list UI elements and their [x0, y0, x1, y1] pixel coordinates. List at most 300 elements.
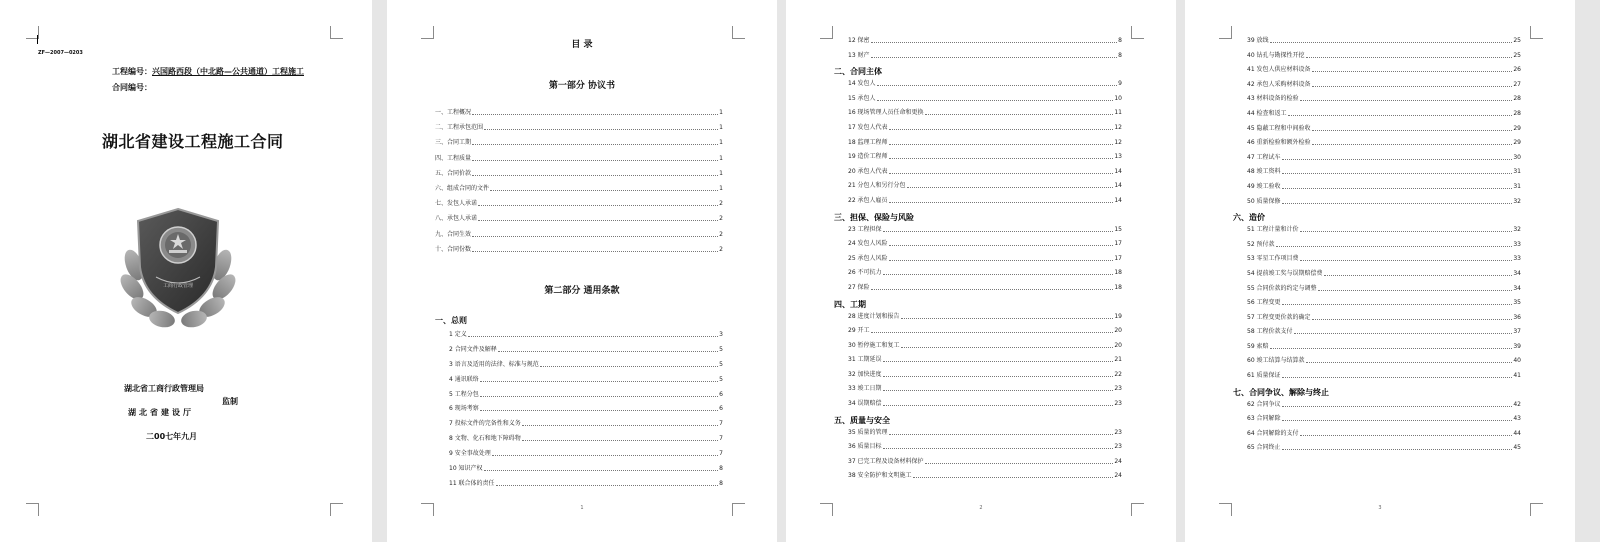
dot-leader	[472, 160, 718, 161]
toc-entry-page: 34	[1513, 269, 1521, 277]
dot-leader	[1318, 290, 1513, 291]
toc-entry[interactable]	[1233, 300, 1521, 306]
dot-leader	[901, 318, 1114, 319]
dot-leader	[1324, 275, 1513, 276]
toc-entry-label: 8 文物、化石和地下障碍物	[449, 435, 521, 443]
emblem-icon	[120, 205, 236, 329]
toc-entry-page: 1	[719, 109, 723, 116]
section-heading: 二、合同主体	[834, 67, 882, 77]
toc-entry[interactable]	[1233, 344, 1521, 350]
toc-entry-page: 23	[1114, 400, 1122, 408]
dot-leader	[490, 190, 718, 191]
toc-entry[interactable]	[834, 125, 1122, 131]
toc-entry-label: 四、工程质量	[435, 154, 472, 162]
dot-leader	[1294, 333, 1513, 334]
dot-leader	[883, 274, 1114, 275]
toc-entry[interactable]	[834, 343, 1122, 349]
text-cursor	[37, 35, 38, 44]
dot-leader	[889, 173, 1114, 174]
page-toc-2	[786, 0, 1176, 542]
toc-entry[interactable]	[449, 362, 723, 368]
dot-leader	[1312, 144, 1513, 145]
toc-entry-page: 30	[1513, 153, 1521, 161]
toc-entry-label: 40 钻孔与勘探性开挖	[1247, 51, 1305, 59]
toc-entry[interactable]	[834, 140, 1122, 146]
toc-entry-page: 31	[1513, 182, 1521, 190]
toc-entry-label: 五、合同价款	[435, 169, 472, 177]
toc-entry[interactable]	[1233, 256, 1521, 262]
toc-entry-label: 三、合同工期	[435, 139, 472, 147]
toc-entry-label: 十、合同份数	[435, 245, 472, 253]
toc-entry-page: 2	[719, 230, 723, 238]
toc-entry[interactable]	[1233, 38, 1521, 44]
dot-leader	[1300, 100, 1513, 101]
toc-entry-page: 14	[1114, 196, 1122, 204]
toc-entry-label: 54 提前竣工奖与误期赔偿费	[1247, 269, 1323, 277]
toc-entry-page: 42	[1513, 400, 1521, 408]
crop-mark	[820, 26, 833, 39]
toc-entry-page: 6	[719, 390, 723, 398]
toc-entry[interactable]	[1233, 184, 1521, 190]
toc-entry[interactable]	[449, 466, 723, 472]
toc-entry-label: 34 误期赔偿	[848, 400, 882, 408]
toc-entry[interactable]	[1233, 67, 1521, 73]
toc-entry-page: 11	[1114, 109, 1122, 117]
toc-entry[interactable]	[834, 401, 1122, 407]
toc-entry-label: 一、工程概况	[435, 109, 472, 116]
toc-entry[interactable]	[449, 332, 723, 338]
toc-entry[interactable]	[834, 241, 1122, 247]
toc-entry-label: 30 暂停施工和复工	[848, 341, 900, 349]
toc-entry-page: 8	[1118, 37, 1122, 44]
dot-leader	[871, 289, 1114, 290]
dot-leader	[1282, 304, 1513, 305]
toc-entry[interactable]	[1233, 271, 1521, 277]
dot-leader	[480, 410, 718, 411]
toc-entry-label: 20 承包人代表	[848, 167, 888, 175]
dot-leader	[1300, 435, 1513, 436]
dot-leader	[1270, 348, 1513, 349]
toc-entry-page: 32	[1513, 226, 1521, 234]
toc-entry[interactable]	[1233, 169, 1521, 175]
toc-entry[interactable]	[1233, 155, 1521, 161]
toc-entry-label: 7 投标文件的完备性和义务	[449, 420, 521, 428]
toc-entry-label: 43 材料设备的检验	[1247, 95, 1299, 103]
toc-entry-label: 25 承包人风险	[848, 254, 888, 262]
toc-entry-page: 40	[1513, 357, 1521, 365]
dot-leader	[1282, 188, 1513, 189]
page-cover	[0, 0, 372, 542]
toc-entry-label: 64 合同解除的支付	[1247, 429, 1299, 437]
toc-entry-label: 26 不可抗力	[848, 269, 882, 277]
toc-entry-label: 27 保险	[848, 283, 870, 291]
crop-mark	[1530, 26, 1543, 39]
toc-entry-page: 2	[719, 200, 723, 208]
toc-entry-page: 5	[719, 375, 723, 383]
toc-entry-page: 14	[1114, 167, 1122, 175]
dot-leader	[925, 114, 1114, 115]
dot-leader	[877, 100, 1114, 101]
section-heading: 三、担保、保险与风险	[834, 212, 914, 222]
dot-leader	[498, 351, 718, 352]
issuer-primary: 湖北省工商行政管理局	[124, 384, 204, 393]
toc-entry-label: 14 发包人	[848, 80, 876, 88]
toc-entry[interactable]	[834, 285, 1122, 291]
toc-entry[interactable]	[834, 154, 1122, 160]
toc-entry[interactable]	[435, 140, 723, 146]
toc-entry[interactable]	[834, 96, 1122, 102]
toc-entry[interactable]	[435, 110, 723, 116]
toc-entry[interactable]	[449, 451, 723, 457]
dot-leader	[889, 260, 1114, 261]
toc-entry[interactable]	[449, 406, 723, 412]
dot-leader	[883, 361, 1114, 362]
toc-entry[interactable]	[1233, 431, 1521, 437]
toc-entry[interactable]	[449, 392, 723, 398]
toc-entry-label: 1 定义	[449, 331, 467, 338]
toc-entry-page: 27	[1513, 80, 1521, 88]
toc-entry[interactable]	[1233, 53, 1521, 59]
toc-entry[interactable]	[1233, 315, 1521, 321]
toc-entry-label: 50 质量保修	[1247, 197, 1281, 205]
toc-entry-page: 3	[719, 331, 723, 338]
dot-leader	[522, 440, 718, 441]
toc-entry-label: 2 合同文件及解释	[449, 345, 497, 353]
toc-entry-label: 41 发包人供应材料设备	[1247, 66, 1311, 74]
toc-entry-page: 10	[1114, 94, 1122, 102]
dot-leader	[1312, 319, 1513, 320]
dot-leader	[901, 347, 1114, 348]
part2-title: 第二部分 通用条款	[544, 286, 620, 296]
toc-entry-page: 39	[1513, 342, 1521, 350]
toc-entry-label: 63 合同解除	[1247, 415, 1281, 423]
toc-entry-label: 11 联合体的责任	[449, 479, 495, 487]
issuer-secondary: 湖北省建设厅	[128, 408, 194, 417]
section-heading: 五、质量与安全	[834, 415, 890, 425]
toc-entry[interactable]	[435, 216, 723, 222]
toc-entry-label: 46 重新检验和额外检验	[1247, 139, 1311, 147]
toc-entry-page: 33	[1513, 240, 1521, 248]
dot-leader	[1288, 115, 1513, 116]
dot-leader	[522, 425, 718, 426]
toc-entry-label: 9 安全事故处理	[449, 450, 491, 458]
toc-entry-page: 7	[719, 450, 723, 458]
page-number: 2	[979, 505, 983, 511]
toc-entry[interactable]	[834, 53, 1122, 59]
toc-entry-page: 26	[1513, 66, 1521, 74]
toc-entry-label: 二、工程承包范围	[435, 124, 484, 132]
dot-leader	[907, 187, 1114, 188]
toc-entry[interactable]	[449, 377, 723, 383]
dot-leader	[540, 366, 718, 367]
supervise-label: 监制	[222, 397, 238, 406]
toc-entry-label: 15 承包人	[848, 94, 876, 102]
toc-entry[interactable]	[1233, 445, 1521, 451]
crop-mark	[330, 503, 343, 516]
toc-entry[interactable]	[435, 156, 723, 162]
dot-leader	[889, 144, 1114, 145]
toc-entry-label: 48 竣工资料	[1247, 168, 1281, 176]
toc-entry[interactable]	[1233, 402, 1521, 408]
toc-entry-page: 35	[1513, 299, 1521, 307]
dot-leader	[1282, 420, 1513, 421]
toc-entry-page: 34	[1513, 284, 1521, 292]
toc-entry-label: 28 进度计划和报告	[848, 312, 900, 320]
toc-entry[interactable]	[1233, 242, 1521, 248]
crop-mark	[1219, 26, 1232, 39]
page-number: 3	[1378, 505, 1382, 511]
toc-title: 目 录	[571, 40, 593, 50]
toc-entry[interactable]	[1233, 416, 1521, 422]
toc-entry[interactable]	[449, 421, 723, 427]
toc-entry-label: 18 监理工程师	[848, 138, 888, 146]
toc-entry-page: 23	[1114, 443, 1122, 451]
toc-entry-label: 65 合同终止	[1247, 444, 1281, 452]
dot-leader	[889, 158, 1114, 159]
dot-leader	[883, 390, 1114, 391]
toc-entry[interactable]	[834, 169, 1122, 175]
toc-entry-page: 33	[1513, 255, 1521, 263]
toc-entry-label: 62 合同争议	[1247, 400, 1281, 408]
crop-mark	[26, 503, 39, 516]
dot-leader	[478, 220, 718, 221]
toc-entry[interactable]	[1233, 82, 1521, 88]
toc-entry-label: 八、承包人承诺	[435, 215, 478, 223]
toc-entry[interactable]	[1233, 140, 1521, 146]
toc-entry-label: 36 质量目标	[848, 443, 882, 451]
toc-entry-label: 31 工期延误	[848, 356, 882, 364]
toc-entry[interactable]	[435, 232, 723, 238]
dot-leader	[871, 332, 1114, 333]
toc-entry-page: 24	[1114, 457, 1122, 465]
dot-leader	[1282, 203, 1513, 204]
toc-entry-label: 九、合同生效	[435, 230, 472, 238]
dot-leader	[871, 42, 1118, 43]
toc-entry-page: 8	[719, 465, 723, 473]
toc-entry-label: 58 工程价款支付	[1247, 328, 1293, 336]
toc-entry[interactable]	[1233, 126, 1521, 132]
toc-entry[interactable]	[435, 171, 723, 177]
toc-entry[interactable]	[435, 201, 723, 207]
toc-entry-page: 41	[1513, 372, 1521, 380]
toc-entry[interactable]	[834, 430, 1122, 436]
dot-leader	[1306, 57, 1513, 58]
dot-leader	[1282, 449, 1513, 450]
page-number: 1	[580, 505, 584, 511]
toc-entry-label: 七、发包人承诺	[435, 200, 478, 208]
toc-entry-page: 15	[1114, 225, 1122, 233]
dot-leader	[883, 405, 1114, 406]
dot-leader	[871, 57, 1118, 58]
toc-entry-label: 6 现场考察	[449, 405, 479, 413]
toc-entry[interactable]	[834, 328, 1122, 334]
toc-entry-label: 44 检查和返工	[1247, 109, 1287, 117]
toc-entry[interactable]	[834, 459, 1122, 465]
toc-entry[interactable]	[1233, 199, 1521, 205]
toc-entry-label: 49 竣工验收	[1247, 182, 1281, 190]
toc-entry-page: 19	[1114, 312, 1122, 320]
toc-entry-page: 1	[719, 184, 723, 192]
toc-entry-label: 33 竣工日期	[848, 385, 882, 393]
toc-entry-label: 47 工程试车	[1247, 153, 1281, 161]
toc-entry[interactable]	[834, 357, 1122, 363]
toc-entry-label: 57 工程变更价款的确定	[1247, 313, 1311, 321]
dot-leader	[889, 245, 1114, 246]
dot-leader	[492, 455, 718, 456]
dot-leader	[480, 381, 718, 382]
toc-entry-page: 12	[1114, 138, 1122, 146]
toc-entry-label: 3 语言及适用的法律、标准与规范	[449, 360, 539, 368]
toc-entry[interactable]	[834, 183, 1122, 189]
document-number: ZF—2007—0203	[38, 50, 83, 56]
toc-entry-page: 2	[719, 215, 723, 223]
toc-entry[interactable]	[834, 473, 1122, 479]
dot-leader	[478, 205, 718, 206]
project-number	[112, 66, 304, 77]
section-heading: 四、工期	[834, 299, 866, 309]
toc-entry-page: 24	[1114, 472, 1122, 480]
toc-entry-page: 17	[1114, 254, 1122, 262]
toc-entry[interactable]	[435, 125, 723, 131]
dot-leader	[484, 470, 719, 471]
toc-entry-page: 28	[1513, 109, 1521, 117]
toc-entry-page: 5	[719, 360, 723, 368]
toc-entry-label: 4 通讯联络	[449, 375, 479, 383]
toc-entry-page: 12	[1114, 123, 1122, 131]
toc-entry[interactable]	[1233, 286, 1521, 292]
toc-entry-label: 17 发包人代表	[848, 123, 888, 131]
dot-leader	[480, 396, 718, 397]
toc-entry-label: 56 工程变更	[1247, 299, 1281, 307]
toc-entry-label: 59 索赔	[1247, 342, 1269, 350]
toc-entry-page: 7	[719, 420, 723, 428]
dot-leader	[1276, 246, 1513, 247]
part1-title: 第一部分 协议书	[548, 81, 616, 91]
toc-entry-label: 10 知识产权	[449, 465, 483, 473]
toc-entry-label: 45 隐蔽工程和中间验收	[1247, 124, 1311, 132]
crop-mark	[330, 26, 343, 39]
toc-entry-label: 13 财产	[848, 51, 870, 59]
toc-entry[interactable]	[449, 481, 723, 487]
toc-entry-page: 1	[719, 169, 723, 177]
toc-entry-page: 31	[1513, 168, 1521, 176]
dot-leader	[883, 448, 1114, 449]
toc-entry[interactable]	[1233, 358, 1521, 364]
dot-leader	[889, 129, 1114, 130]
toc-entry-page: 28	[1513, 95, 1521, 103]
toc-entry[interactable]	[834, 227, 1122, 233]
dot-leader	[1306, 362, 1513, 363]
toc-entry[interactable]	[1233, 329, 1521, 335]
toc-entry-label: 23 工程担保	[848, 225, 882, 233]
toc-entry[interactable]	[435, 186, 723, 192]
toc-entry-page: 17	[1114, 240, 1122, 248]
toc-entry-label: 39 放线	[1247, 37, 1269, 44]
dot-leader	[1282, 377, 1513, 378]
dot-leader	[1312, 86, 1513, 87]
toc-entry-page: 8	[1118, 51, 1122, 59]
toc-entry-label: 51 工程计量和计价	[1247, 226, 1299, 234]
part1-toc-list	[435, 110, 723, 262]
toc-entry-label: 52 预付款	[1247, 240, 1275, 248]
dot-leader	[889, 434, 1114, 435]
page-toc-1	[387, 0, 777, 542]
contract-number-label: 合同编号：	[112, 83, 152, 92]
toc-entry-label: 5 工程分包	[449, 390, 479, 398]
toc-entry-page: 43	[1513, 415, 1521, 423]
toc-entry[interactable]	[834, 38, 1122, 44]
toc-entry-label: 19 造价工程师	[848, 153, 888, 161]
toc-entry-label: 12 保密	[848, 37, 870, 44]
toc-entry-page: 23	[1114, 428, 1122, 436]
dot-leader	[877, 85, 1118, 86]
toc-entry[interactable]	[449, 436, 723, 442]
toc-entry-label: 六、组成合同的文件	[435, 184, 490, 192]
dot-leader	[468, 336, 718, 337]
toc-entry[interactable]	[834, 110, 1122, 116]
project-label: 工程编号：	[112, 67, 152, 76]
toc-entry[interactable]	[834, 256, 1122, 262]
page-toc-3	[1185, 0, 1575, 542]
svg-text:工商行政管理: 工商行政管理	[162, 283, 194, 289]
toc-entry[interactable]	[834, 198, 1122, 204]
toc-entry[interactable]	[834, 81, 1122, 87]
dot-leader	[1282, 173, 1513, 174]
dot-leader	[889, 202, 1114, 203]
toc-entry[interactable]	[834, 372, 1122, 378]
dot-leader	[883, 231, 1114, 232]
toc-entry[interactable]	[1233, 111, 1521, 117]
toc-entry-page: 29	[1513, 139, 1521, 147]
toc-entry-page: 1	[719, 154, 723, 162]
toc-entry[interactable]	[834, 444, 1122, 450]
toc-entry[interactable]	[1233, 227, 1521, 233]
toc-entry-label: 53 零星工作项目费	[1247, 255, 1299, 263]
dot-leader	[1312, 130, 1513, 131]
toc-entry-page: 1	[719, 124, 723, 132]
dot-leader	[925, 463, 1114, 464]
toc-entry[interactable]	[449, 347, 723, 353]
toc-entry-page: 20	[1114, 327, 1122, 335]
toc-entry-label: 55 合同价款的约定与调整	[1247, 284, 1317, 292]
dot-leader	[496, 485, 719, 486]
toc-entry[interactable]	[1233, 373, 1521, 379]
toc-entry-page: 2	[719, 245, 723, 253]
dot-leader	[1300, 260, 1513, 261]
toc-entry-label: 60 竣工结算与结算款	[1247, 357, 1305, 365]
toc-entry-page: 18	[1114, 269, 1122, 277]
toc-entry-page: 6	[719, 405, 723, 413]
section-heading: 六、造价	[1233, 213, 1265, 223]
toc-entry[interactable]	[435, 247, 723, 253]
toc-entry-page: 23	[1114, 385, 1122, 393]
toc-entry-label: 21 分包人和另行分包	[848, 182, 906, 190]
dot-leader	[1282, 159, 1513, 160]
toc-entry-page: 25	[1513, 51, 1521, 59]
toc-entry-page: 45	[1513, 444, 1521, 452]
dot-leader	[472, 236, 718, 237]
toc-entry-page: 32	[1513, 197, 1521, 205]
dot-leader	[913, 477, 1114, 478]
toc-entry[interactable]	[834, 314, 1122, 320]
document-title: 湖北省建设工程施工合同	[102, 132, 284, 151]
toc-entry[interactable]	[1233, 96, 1521, 102]
toc-entry-label: 38 安全防护和文明施工	[848, 472, 912, 480]
toc-entry-label: 29 开工	[848, 327, 870, 335]
toc-entry[interactable]	[834, 270, 1122, 276]
toc-entry-page: 8	[719, 479, 723, 487]
toc-entry[interactable]	[834, 386, 1122, 392]
